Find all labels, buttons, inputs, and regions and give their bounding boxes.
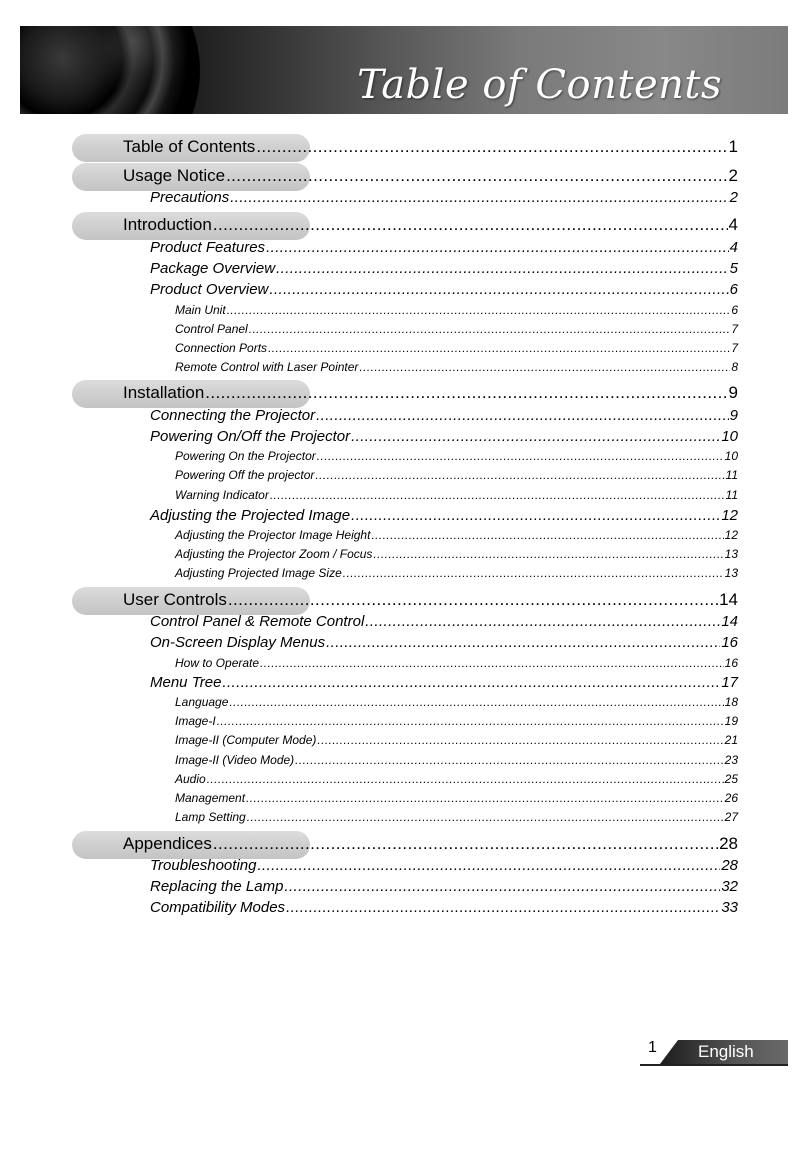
dot-leader (205, 383, 727, 403)
toc-entry-title: Package Overview (150, 260, 276, 277)
toc-entry-title: Connection Ports (175, 341, 268, 355)
header-banner (20, 26, 788, 114)
toc-entry-title: Powering On/Off the Projector (150, 428, 351, 445)
toc-entry-page: 10 (724, 449, 738, 463)
dot-leader (269, 281, 728, 298)
dot-leader (230, 189, 728, 206)
language-label: English (698, 1042, 754, 1061)
toc-entry-title: Management (175, 791, 246, 805)
toc-entry-page: 9 (729, 407, 738, 424)
dot-leader (270, 488, 725, 502)
toc-entry-title: Control Panel & Remote Control (150, 613, 365, 630)
toc-entry-page: 28 (721, 857, 738, 874)
footer-divider (640, 1064, 788, 1066)
toc-entry-page: 18 (724, 695, 738, 709)
dot-leader (317, 733, 723, 747)
toc-entry-title: Product Overview (150, 281, 269, 298)
toc-entry-title: Menu Tree (150, 674, 222, 691)
toc-entry-page: 10 (721, 428, 738, 445)
toc-entry-title: Troubleshooting (150, 857, 257, 874)
toc-entry-title: Image-II (Video Mode) (175, 753, 295, 767)
dot-leader (229, 695, 723, 709)
dot-leader (217, 714, 724, 728)
toc-entry-page: 16 (721, 634, 738, 651)
dot-leader (315, 468, 724, 482)
toc-entry-page: 25 (724, 772, 738, 786)
toc-entry-page: 23 (724, 753, 738, 767)
toc-entry-title: User Controls (123, 590, 227, 609)
toc-entry-page: 21 (724, 733, 738, 747)
dot-leader (226, 166, 727, 186)
toc-entry-page: 7 (731, 322, 738, 336)
toc-entry-page: 4 (728, 215, 738, 234)
toc-entry-title: Powering Off the projector (175, 468, 315, 482)
dot-leader (351, 507, 720, 524)
toc-entry-page: 19 (724, 714, 738, 728)
dot-leader (359, 360, 730, 374)
dot-leader (373, 547, 723, 561)
dot-leader (316, 407, 729, 424)
toc-entry-title: Appendices (123, 834, 212, 853)
toc-entry-page: 13 (724, 566, 738, 580)
toc-entry-title: Installation (123, 383, 205, 402)
toc-entry-title: Lamp Setting (175, 810, 246, 824)
toc-entry-page: 13 (724, 547, 738, 561)
toc-entry-page: 17 (721, 674, 738, 691)
toc-entry-title: Audio (175, 772, 206, 786)
dot-leader (295, 753, 723, 767)
toc-entry-page: 14 (719, 590, 738, 609)
toc-entry-title: Remote Control with Laser Pointer (175, 360, 359, 374)
toc-entry-page: 8 (731, 360, 738, 374)
dot-leader (257, 857, 720, 874)
toc-entry-page: 1 (728, 137, 738, 156)
dot-leader (365, 613, 720, 630)
toc-entry-page: 6 (729, 281, 738, 298)
toc-entry-title: Replacing the Lamp (150, 878, 284, 895)
dot-leader (249, 322, 731, 336)
dot-leader (207, 772, 724, 786)
dot-leader (351, 428, 720, 445)
dot-leader (343, 566, 724, 580)
toc-entry-title: Adjusting the Projected Image (150, 507, 351, 524)
toc-entry-title: Language (175, 695, 229, 709)
toc-entry-page: 14 (721, 613, 738, 630)
dot-leader (256, 137, 727, 157)
dot-leader (284, 878, 720, 895)
dot-leader (371, 528, 723, 542)
toc-entry-title: Adjusting the Projector Zoom / Focus (175, 547, 373, 561)
toc-entry-page: 7 (731, 341, 738, 355)
dot-leader (260, 656, 724, 670)
toc-entry-page: 32 (721, 878, 738, 895)
dot-leader (227, 303, 731, 317)
dot-leader (268, 341, 730, 355)
toc-entry-title: Table of Contents (123, 137, 256, 156)
dot-leader (317, 449, 724, 463)
toc-entry-page: 11 (725, 488, 738, 502)
dot-leader (266, 239, 729, 256)
toc-entry-title: Warning Indicator (175, 488, 269, 502)
page-title: Table of Contents (357, 62, 722, 108)
toc-entry-title: Control Panel (175, 322, 248, 336)
toc-entry-page: 5 (729, 260, 738, 277)
toc-entry-title: Adjusting Projected Image Size (175, 566, 342, 580)
toc-entry-page: 16 (724, 656, 738, 670)
dot-leader (222, 674, 720, 691)
dot-leader (247, 810, 724, 824)
toc-entry-page: 33 (721, 899, 738, 916)
toc-entry-title: How to Operate (175, 656, 260, 670)
dot-leader (246, 791, 724, 805)
toc-entry-title: Compatibility Modes (150, 899, 286, 916)
toc-entry-title: Image-II (Computer Mode) (175, 733, 317, 747)
toc-entry-title: Main Unit (175, 303, 226, 317)
toc-entry-title: Precautions (150, 189, 230, 206)
toc-entry-page: 26 (724, 791, 738, 805)
toc-entry-page: 28 (719, 834, 738, 853)
toc-entry-page: 2 (728, 166, 738, 185)
toc-entry-page: 12 (724, 528, 738, 542)
page-number: 1 (648, 1039, 657, 1056)
toc-entry-title: Usage Notice (123, 166, 226, 185)
dot-leader (213, 215, 728, 235)
toc-entry-page: 9 (728, 383, 738, 402)
toc-entry-page: 2 (729, 189, 738, 206)
dot-leader (326, 634, 720, 651)
dot-leader (276, 260, 729, 277)
toc-entry-title: Powering On the Projector (175, 449, 316, 463)
dot-leader (286, 899, 720, 916)
toc-entry-title: Connecting the Projector (150, 407, 316, 424)
dot-leader (213, 834, 718, 854)
toc-entry-title: Adjusting the Projector Image Height (175, 528, 371, 542)
toc-entry-page: 12 (721, 507, 738, 524)
toc-entry-title: Image-I (175, 714, 216, 728)
dot-leader (228, 590, 718, 610)
toc-entry-page: 4 (729, 239, 738, 256)
toc-entry-title: Introduction (123, 215, 212, 234)
toc-entry-title: Product Features (150, 239, 266, 256)
toc-entry-title: On-Screen Display Menus (150, 634, 326, 651)
toc-entry-page: 11 (725, 468, 738, 482)
toc-entry-page: 27 (724, 810, 738, 824)
toc-entry-page: 6 (731, 303, 738, 317)
